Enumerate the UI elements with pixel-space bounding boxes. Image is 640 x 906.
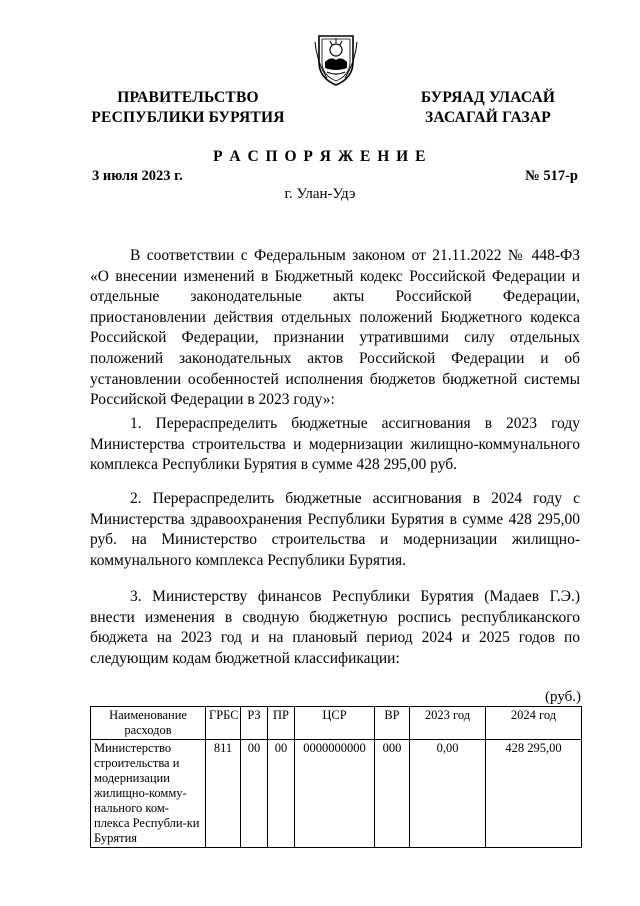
cell-2023: 0,00 bbox=[410, 740, 486, 848]
cell-name: Министерство строительства и модернизации жилищно-комму-нального ком-плекса Республи-ки Бурятия bbox=[91, 740, 206, 848]
cell-grbs: 811 bbox=[206, 740, 241, 848]
item-1-paragraph: 1. Перераспределить бюджетные ассигнования в 2023 году Министерства строительства и модернизации жилищно-коммунального комплекса Республики Бурятия в сумме 428 295,00 руб. bbox=[90, 415, 580, 474]
cell-vr: 000 bbox=[375, 740, 410, 848]
cell-rz: 00 bbox=[241, 740, 268, 848]
document-city: г. Улан-Удэ bbox=[284, 186, 356, 202]
header-pr: ПР bbox=[268, 707, 295, 740]
unit-label: (руб.) bbox=[545, 689, 581, 705]
government-name-bua-line2: ЗАСАГАЙ ГАЗАР bbox=[425, 109, 551, 126]
budget-table bbox=[90, 706, 582, 848]
header-2023: 2023 год bbox=[410, 707, 486, 740]
table-row bbox=[91, 740, 582, 848]
table-header-row bbox=[91, 707, 582, 740]
document-type: Р А С П О Р Я Ж Е Н И Е bbox=[213, 148, 427, 165]
cell-csr: 0000000000 bbox=[295, 740, 375, 848]
document-number: № 517-р bbox=[525, 168, 578, 184]
header-vr: ВР bbox=[375, 707, 410, 740]
header-rz: РЗ bbox=[241, 707, 268, 740]
government-name-bua-line1: БУРЯАД УЛАСАЙ bbox=[420, 89, 556, 106]
header-name: Наименование расходов bbox=[91, 707, 206, 740]
cell-2024: 428 295,00 bbox=[486, 740, 582, 848]
item-3-paragraph: 3. Министерству финансов Республики Бурятия (Мадаев Г.Э.) внести изменения в сводную бюджетную роспись республиканского бюджета на 2023 год и на плановый период 2024 и 2025 годов по следующим кодам бюджетной классификации: bbox=[90, 588, 580, 667]
header-2024: 2024 год bbox=[486, 707, 582, 740]
preamble-paragraph: В соответствии с Федеральным законом от 21.11.2022 № 448-ФЗ «О внесении изменений в Бюджетный кодекс Российской Федерации и отдельные законодательные акты Российской Федерации, приостановлении действия отдельных положений Бюджетного кодекса Российской Федерации, признании утратившими силу отдельных положений законодательных актов Российской Федерации и об установлении особенностей исполнения бюджетов бюджетной системы Российской Федерации в 2023 году»: bbox=[90, 247, 580, 409]
government-name-ru-line2: РЕСПУБЛИКИ БУРЯТИЯ bbox=[91, 109, 285, 126]
government-name-bua bbox=[388, 88, 588, 128]
document-date: 3 июля 2023 г. bbox=[92, 168, 183, 184]
government-name-ru-line1: ПРАВИТЕЛЬСТВО bbox=[117, 89, 259, 106]
item-2-paragraph: 2. Перераспределить бюджетные ассигнования в 2024 году с Министерства здравоохранения Республики Бурятия в сумме 428 295,00 руб. на Министерство строительства и модернизации жилищно-коммунального комплекса Республики Бурятия. bbox=[90, 490, 580, 569]
header-grbs: ГРБС bbox=[206, 707, 241, 740]
coat-of-arms-emblem bbox=[313, 28, 359, 88]
header-csr: ЦСР bbox=[295, 707, 375, 740]
cell-pr: 00 bbox=[268, 740, 295, 848]
government-name-ru bbox=[88, 88, 288, 128]
